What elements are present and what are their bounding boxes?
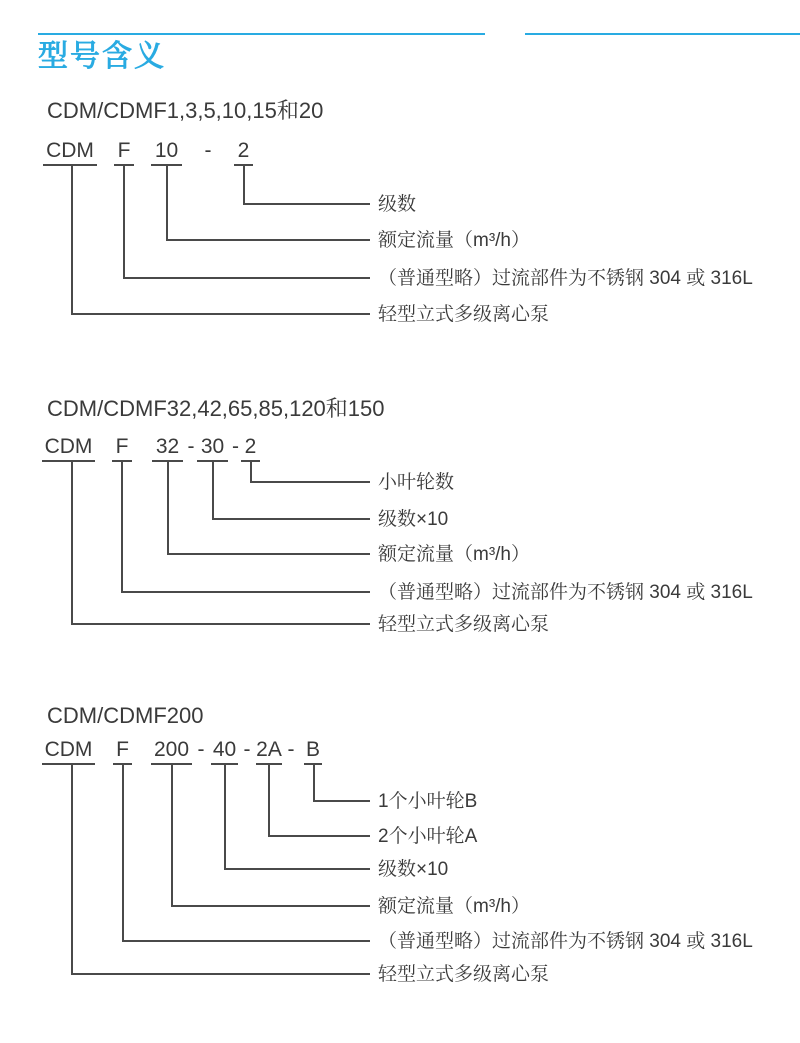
model-token-f: F xyxy=(112,437,132,462)
model-token-hyphen: - xyxy=(187,435,195,458)
token-label: 小叶轮数 xyxy=(378,472,455,493)
model-token-stages: 30 xyxy=(197,437,228,462)
model-token-hyphen: - xyxy=(204,139,212,162)
model-token-cdm: CDM xyxy=(43,141,97,166)
token-label: 级数 xyxy=(378,194,417,215)
connector-line xyxy=(71,165,370,315)
section-heading: CDM/CDMF32,42,65,85,120和150 xyxy=(47,396,385,421)
token-label: （普通型略）过流部件为不锈钢 304 或 316L xyxy=(378,268,753,289)
token-label: （普通型略）过流部件为不锈钢 304 或 316L xyxy=(378,582,753,603)
token-label: 额定流量（m³/h） xyxy=(378,544,531,565)
model-token-flow: 200 xyxy=(151,740,192,765)
model-token-flow: 10 xyxy=(151,141,182,166)
token-label: 轻型立式多级离心泵 xyxy=(378,614,550,635)
model-token-stages: 2 xyxy=(234,141,253,166)
token-label: 级数×10 xyxy=(378,509,449,530)
model-token-hyphen: - xyxy=(243,738,251,761)
model-token-impellers: 2 xyxy=(241,437,260,462)
token-label: 轻型立式多级离心泵 xyxy=(378,304,550,325)
model-token-f: F xyxy=(114,141,134,166)
connector-line xyxy=(71,764,370,975)
token-label: 额定流量（m³/h） xyxy=(378,230,531,251)
model-token-f: F xyxy=(113,740,132,765)
accent-divider-line-right xyxy=(525,33,800,35)
token-label: （普通型略）过流部件为不锈钢 304 或 316L xyxy=(378,931,753,952)
model-token-cdm: CDM xyxy=(42,740,95,765)
section-heading: CDM/CDMF200 xyxy=(47,703,204,728)
accent-divider-line-left xyxy=(38,33,485,35)
token-label: 轻型立式多级离心泵 xyxy=(378,964,550,985)
connector-line xyxy=(71,461,370,625)
page-title: 型号含义 xyxy=(38,40,166,73)
model-token-flow: 32 xyxy=(152,437,183,462)
model-token-hyphen: - xyxy=(232,435,239,458)
section-heading: CDM/CDMF1,3,5,10,15和20 xyxy=(47,98,324,123)
model-token-hyphen: - xyxy=(197,738,205,761)
model-token-stages: 40 xyxy=(211,740,238,765)
token-label: 额定流量（m³/h） xyxy=(378,896,531,917)
model-token-cdm: CDM xyxy=(42,437,95,462)
token-label: 1个小叶轮B xyxy=(378,791,478,812)
token-label: 2个小叶轮A xyxy=(378,826,478,847)
model-token-hyphen: - xyxy=(287,738,295,761)
model-token-impeller-b: B xyxy=(304,740,322,765)
model-token-impeller-a: 2A xyxy=(256,740,282,765)
token-label: 级数×10 xyxy=(378,859,449,880)
